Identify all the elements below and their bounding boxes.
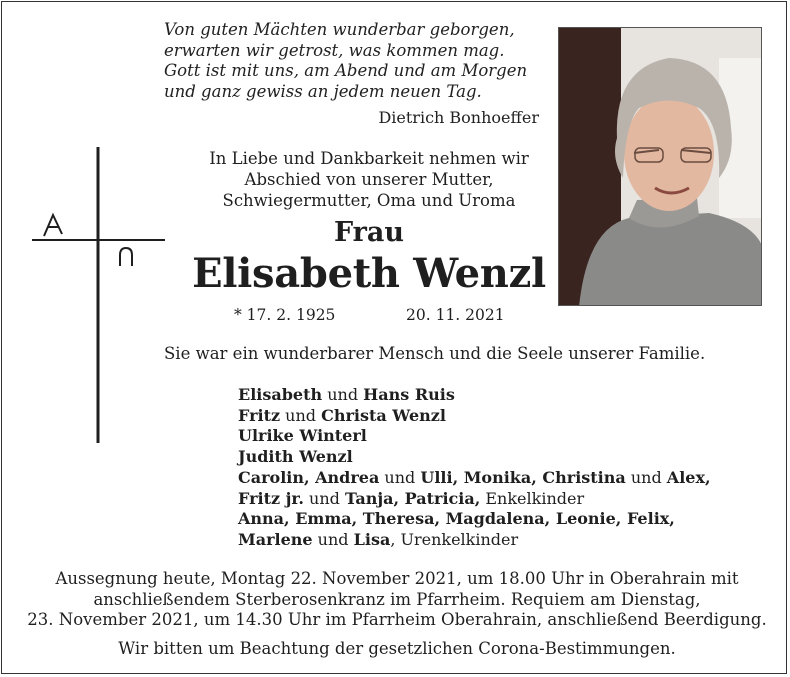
family-line <box>238 406 711 427</box>
family-text: und <box>625 467 667 487</box>
family-text: und <box>322 385 364 404</box>
family-line <box>238 530 711 551</box>
family-name: Christa Wenzl <box>321 405 446 425</box>
poem-author: Dietrich Bonhoeffer <box>378 108 539 127</box>
family-line <box>238 509 711 530</box>
family-name: Ulrike Winterl <box>238 426 367 446</box>
family-text: und <box>379 467 421 487</box>
family-name: Judith Wenzl <box>238 447 353 467</box>
birth-date: * 17. 2. 1925 <box>234 306 336 324</box>
family-name: Carolin, Andrea <box>238 467 380 487</box>
deceased-name: Elisabeth Wenzl <box>192 250 546 297</box>
corona-notice: Wir bitten um Beachtung der gesetzlichen Corona-Bestimmungen. <box>118 639 676 658</box>
service-line: Aussegnung heute, Montag 22. November 2021, um 18.00 Uhr in Oberahrain mit <box>55 569 739 588</box>
poem-line: Gott ist mit uns, am Abend und am Morgen <box>164 61 528 80</box>
death-date: 20. 11. 2021 <box>406 306 505 324</box>
service-line: anschließendem Sterberosenkranz im Pfarrheim. Requiem am Dienstag, <box>93 589 701 609</box>
family-text: und <box>312 529 354 549</box>
family-text: und <box>280 405 322 425</box>
poem-line: erwarten wir getrost, was kommen mag. <box>164 40 505 60</box>
family-name: Anna, Emma, Theresa, Magdalena, Leonie, Felix, <box>238 509 675 529</box>
intro-line: Abschied von unserer Mutter, <box>244 170 494 189</box>
salutation: Frau <box>333 217 405 248</box>
family-line <box>238 385 711 406</box>
family-name: Lisa <box>353 529 391 549</box>
poem-line: Von guten Mächten wunderbar geborgen, <box>164 20 515 39</box>
family-name: Fritz <box>238 405 281 425</box>
poem-line: und ganz gewiss an jedem neuen Tag. <box>164 81 482 101</box>
family-name: Ulli, Monika, Christina <box>420 467 626 487</box>
family-text: , Urenkelkinder <box>390 529 519 549</box>
family-name: Marlene <box>238 529 313 549</box>
family-name: Tanja, Patricia, <box>344 488 481 508</box>
family-name: Alex, <box>666 467 711 487</box>
intro-line: In Liebe und Dankbarkeit nehmen wir <box>209 149 529 168</box>
poem <box>164 20 544 102</box>
family-line <box>238 426 711 447</box>
cross-alpha-omega-icon <box>32 145 167 447</box>
family-name: Hans Ruis <box>363 385 455 404</box>
tagline: Sie war ein wunderbarer Mensch und die Seele unserer Familie. <box>164 344 706 363</box>
family-line <box>238 447 711 468</box>
family-line <box>238 468 711 489</box>
service-line: 23. November 2021, um 14.30 Uhr im Pfarrheim Oberahrain, anschließend Beerdigung. <box>27 610 767 630</box>
family-name: Elisabeth <box>238 385 323 404</box>
family-list <box>238 385 711 551</box>
family-text: Enkelkinder <box>480 488 585 508</box>
family-name: Fritz jr. <box>238 488 304 508</box>
intro-text <box>162 148 576 211</box>
obituary-card <box>1 1 787 674</box>
family-line <box>238 489 711 510</box>
service-info <box>22 569 772 631</box>
portrait-image <box>559 28 762 306</box>
portrait-photo <box>558 27 762 306</box>
family-text: und <box>303 488 345 508</box>
intro-line: Schwiegermutter, Oma und Uroma <box>222 191 516 210</box>
